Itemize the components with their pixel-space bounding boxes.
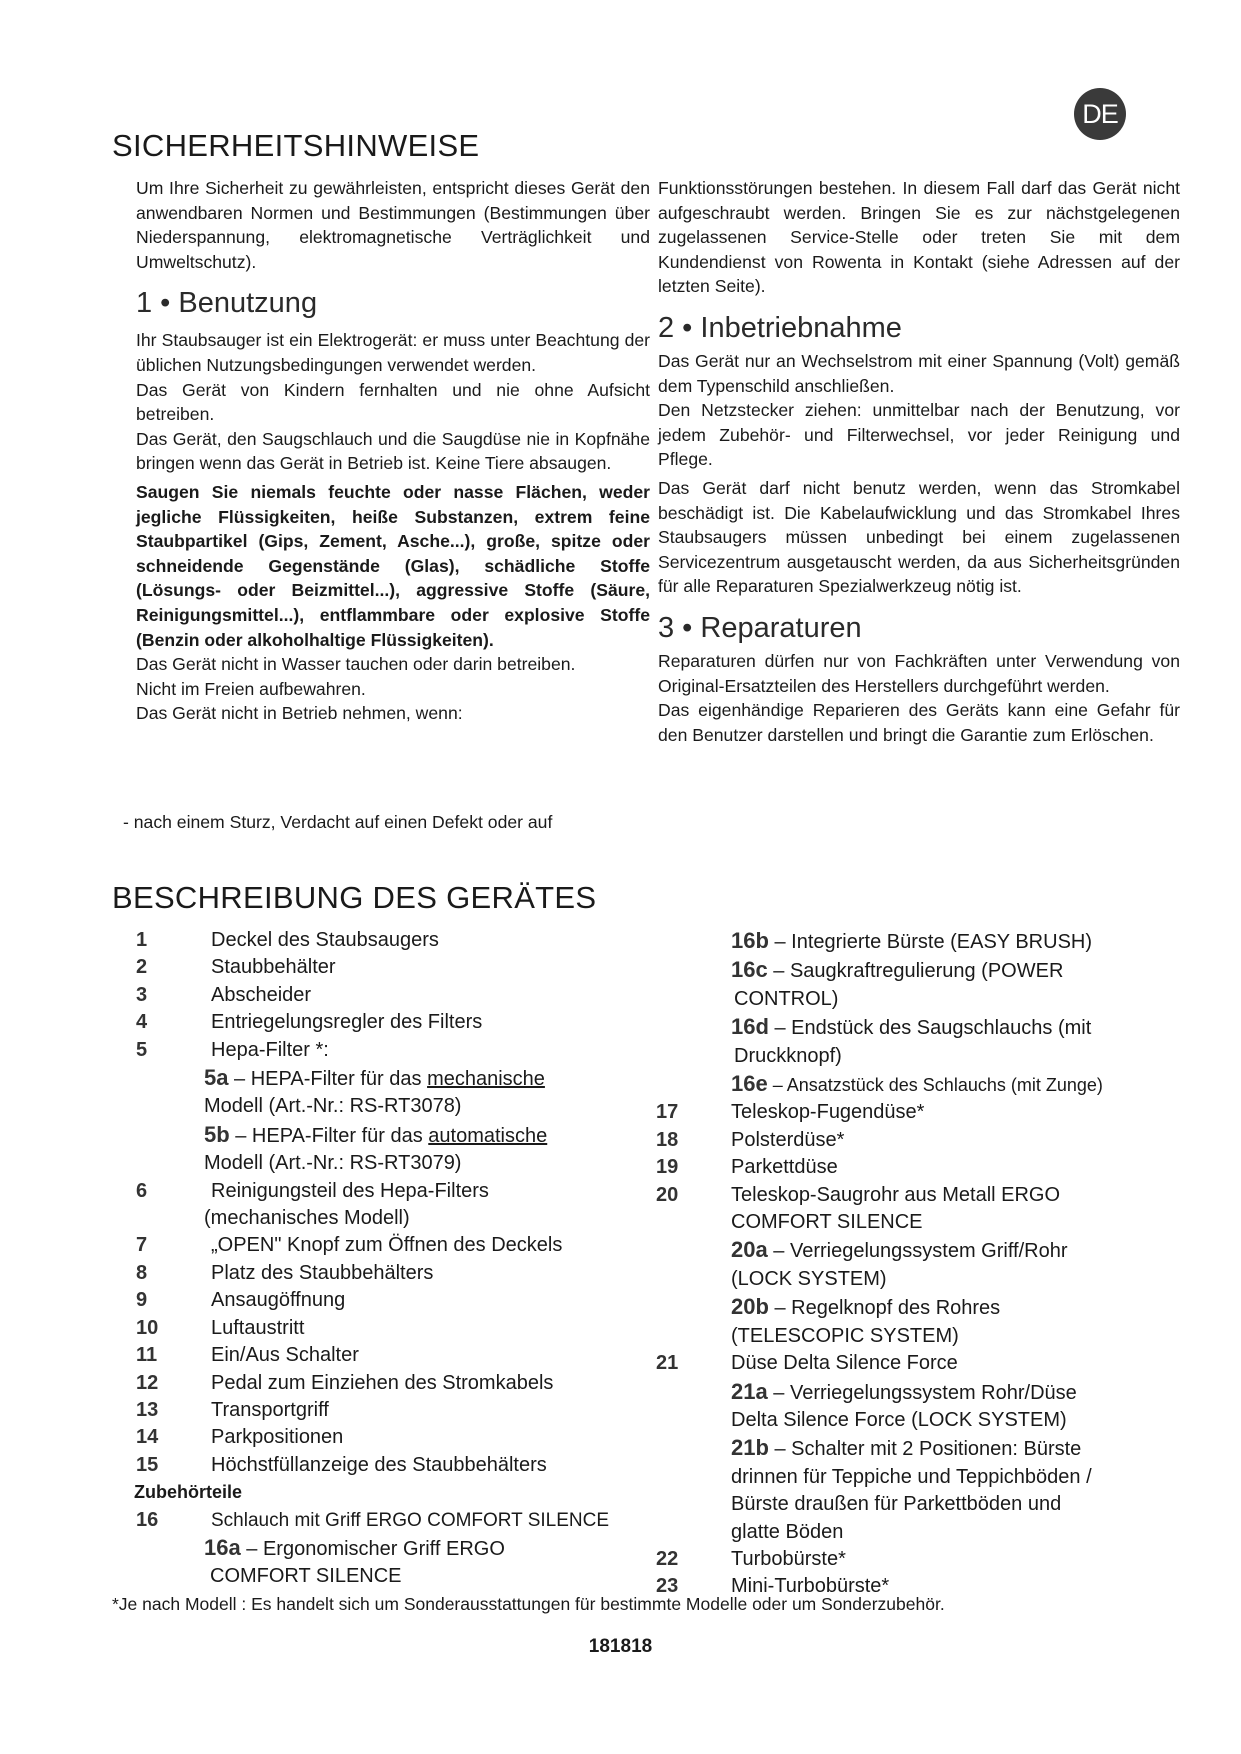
- item-number: 13: [136, 1398, 159, 1421]
- item-number: 16c: [731, 957, 768, 983]
- list-item: [656, 1154, 1196, 1181]
- item-label: – Integrierte Bürste (EASY BRUSH): [768, 931, 1093, 953]
- usage-paragraph: Das Gerät, den Saugschlauch und die Saugdüse nie in Kopfnähe bringen wenn das Gerät in Betrieb ist. Keine Tiere absaugen.: [136, 428, 650, 474]
- list-item: [656, 1350, 1196, 1377]
- item-label-line2: drinnen für Teppiche und Teppichböden /: [731, 1465, 1092, 1488]
- item-number: 16b: [731, 928, 769, 953]
- item-label: Parkpositionen: [211, 1426, 344, 1449]
- safety-right-column: [658, 176, 1180, 747]
- usage-warning: Saugen Sie niemals feuchte oder nasse Flächen, weder jegliche Flüssigkeiten, heiße Substanzen, extrem feine Staubpartikel (Gips, Zement, Asche...), große, spitze oder schneidende Gegenstände (Glas), schädliche Stoffe (Lösungs- oder Beizmittel...), aggressive Stoffe (Säure, Reinigungsmittel...), entflammbare oder explosive Stoffe (Benzin oder alkoholhaltige Flüssigkeiten).: [136, 481, 650, 650]
- item-label: Pedal zum Einziehen des Stromkabels: [211, 1371, 554, 1394]
- item-number: [656, 1070, 731, 1099]
- item-label: – Verriegelungssystem Griff/Rohr: [767, 1240, 1068, 1263]
- list-item: [656, 1236, 1196, 1265]
- item-label: – HEPA-Filter für das: [229, 1124, 429, 1147]
- list-item: [134, 1424, 674, 1451]
- usage-paragraph: Das Gerät nicht in Betrieb nehmen, wenn:: [136, 703, 463, 724]
- item-label: Schlauch mit Griff ERGO COMFORT SILENCE: [211, 1509, 610, 1531]
- item-number: 23: [656, 1575, 679, 1598]
- item-number: 10: [136, 1316, 159, 1339]
- item-label: Luftaustritt: [211, 1316, 305, 1339]
- item-label-line2: Modell (Art.-Nr.: RS-RT3079): [204, 1152, 462, 1175]
- usage-paragraph: Ihr Staubsauger ist ein Elektrogerät: er muss unter Beachtung der üblichen Nutzungsbedingungen verwendet werden.: [136, 330, 650, 375]
- item-number: 5: [136, 1038, 148, 1061]
- item-label: Abscheider: [211, 983, 312, 1006]
- item-number: 16a: [204, 1534, 241, 1560]
- item-number: 15: [136, 1453, 159, 1476]
- list-item: [656, 1378, 1196, 1407]
- usage-paragraph: Das Gerät von Kindern fernhalten und nie ohne Aufsicht betreiben.: [136, 379, 650, 425]
- commissioning-paragraph: Das Gerät nur an Wechselstrom mit einer Spannung (Volt) gemäß dem Typenschild anschließen.: [658, 350, 1180, 396]
- item-label: – Saugkraftregulierung (POWER: [767, 960, 1064, 983]
- item-number: 21b: [731, 1435, 769, 1461]
- item-label-line2: (LOCK SYSTEM): [731, 1267, 887, 1290]
- item-label: Teleskop-Saugrohr aus Metall ERGO: [731, 1183, 1061, 1206]
- list-item: [134, 1315, 674, 1342]
- item-label: Düse Delta Silence Force: [731, 1352, 958, 1375]
- parts-list-left: [134, 927, 674, 1591]
- list-item: [134, 927, 674, 954]
- list-item: [134, 982, 674, 1009]
- item-label: Mini-Turbobürste*: [731, 1575, 890, 1598]
- item-number: 9: [136, 1289, 148, 1312]
- list-item: [134, 954, 674, 981]
- item-number: 12: [136, 1371, 159, 1394]
- item-number: 5a: [204, 1065, 229, 1091]
- safety-left-column: [136, 176, 650, 726]
- item-number: 1: [136, 929, 148, 951]
- item-number: 20: [656, 1183, 679, 1206]
- item-number: 5b: [204, 1121, 230, 1147]
- page-number: 181818: [588, 1636, 653, 1657]
- footnote: *Je nach Modell : Es handelt sich um Sonderausstattungen für bestimmte Modelle oder um Sonderzubehör.: [112, 1594, 945, 1614]
- item-label: – Ergonomischer Griff ERGO: [240, 1537, 505, 1560]
- item-number: [656, 956, 731, 985]
- usage-paragraph: Das Gerät nicht in Wasser tauchen oder darin betreiben.: [136, 654, 576, 675]
- commissioning-heading: 2 • Inbetriebnahme: [658, 311, 902, 344]
- item-number: 19: [656, 1156, 679, 1179]
- list-item: [134, 1507, 674, 1534]
- right-intro: Funktionsstörungen bestehen. In diesem Fall darf das Gerät nicht aufgeschraubt werden. Bringen Sie es zur nächstgelegenen zugelassenen Service-Stelle oder treten Sie mit dem Kundendienst von Rowenta in Kontakt (siehe Adressen auf der letzten Seite).: [658, 178, 1180, 297]
- list-item: [134, 1009, 674, 1036]
- list-item: [656, 1013, 1196, 1042]
- list-item: [134, 1232, 674, 1259]
- list-item: [134, 1037, 674, 1064]
- item-number: 3: [136, 983, 148, 1006]
- item-number: 14: [136, 1426, 159, 1449]
- list-item: [134, 1121, 674, 1150]
- repairs-paragraph: Das eigenhändige Reparieren des Geräts kann eine Gefahr für den Benutzer darstellen und bringt die Garantie zum Erlöschen.: [658, 700, 1180, 745]
- list-item: [656, 927, 1196, 956]
- item-label: – Verriegelungssystem Rohr/Düse: [767, 1381, 1077, 1404]
- usage-last-line: - nach einem Sturz, Verdacht auf einen Defekt oder auf: [123, 812, 553, 832]
- item-label: – HEPA-Filter für das: [228, 1068, 428, 1091]
- item-label: – Ansatzstück des Schlauchs (mit Zunge): [767, 1075, 1103, 1096]
- list-item: [656, 956, 1196, 985]
- list-item: [134, 1370, 674, 1397]
- item-label-line2: (mechanisches Modell): [204, 1207, 410, 1230]
- item-number: 11: [136, 1344, 158, 1367]
- list-item: [656, 1099, 1196, 1126]
- accessories-heading: Zubehörteile: [134, 1482, 243, 1503]
- item-number: 16: [136, 1508, 159, 1531]
- item-number: [656, 1293, 731, 1322]
- item-label: Parkettdüse: [731, 1156, 838, 1179]
- list-item: [656, 1434, 1196, 1463]
- repairs-paragraph: Reparaturen dürfen nur von Fachkräften unter Verwendung von Original-Ersatzteilen des Herstellers durchgeführt werden.: [658, 650, 1180, 696]
- item-number: 21a: [731, 1378, 768, 1404]
- item-label: Turbobürste*: [731, 1547, 846, 1570]
- item-label: mechanische: [427, 1068, 545, 1091]
- item-label-line3: Bürste draußen für Parkettböden und: [731, 1493, 1062, 1516]
- list-item: [134, 1534, 674, 1563]
- item-label-line2: Modell (Art.-Nr.: RS-RT3078): [204, 1095, 462, 1118]
- item-number: [656, 1378, 731, 1407]
- item-label: Platz des Staubbehälters: [211, 1261, 434, 1284]
- item-number: 4: [136, 1011, 148, 1034]
- item-label: Teleskop-Fugendüse*: [731, 1101, 925, 1124]
- item-label-line4: glatte Böden: [731, 1520, 844, 1543]
- list-item: [656, 1293, 1196, 1322]
- list-item: [656, 1182, 1196, 1209]
- item-label: Höchstfüllanzeige des Staubbehälters: [211, 1453, 547, 1476]
- section-title-description: BESCHREIBUNG DES GERÄTES: [112, 880, 597, 915]
- list-item: [134, 1452, 674, 1479]
- item-label: „OPEN" Knopf zum Öffnen des Deckels: [211, 1234, 563, 1257]
- language-badge: DE: [1074, 88, 1126, 140]
- item-number: [656, 1236, 731, 1265]
- item-label: Reinigungsteil des Hepa-Filters: [211, 1179, 489, 1202]
- item-number: 16d: [731, 1014, 769, 1040]
- repairs-heading: 3 • Reparaturen: [658, 611, 862, 644]
- item-label: Transportgriff: [211, 1398, 329, 1421]
- list-item: [656, 1070, 1196, 1099]
- list-item: [656, 1127, 1196, 1154]
- item-label-line2: (TELESCOPIC SYSTEM): [731, 1324, 959, 1347]
- list-item: [134, 1260, 674, 1287]
- item-label: – Regelknopf des Rohres: [768, 1297, 1001, 1320]
- item-label: Entriegelungsregler des Filters: [211, 1011, 483, 1034]
- item-number: 8: [136, 1261, 148, 1284]
- item-number: 17: [656, 1101, 679, 1124]
- parts-list-right: [656, 927, 1196, 1601]
- item-label: Polsterdüse*: [731, 1128, 845, 1151]
- item-number: [656, 927, 731, 956]
- item-number: 6: [136, 1179, 148, 1202]
- safety-intro: Um Ihre Sicherheit zu gewährleisten, entspricht dieses Gerät den anwendbaren Normen und Bestimmungen (Bestimmungen über Niederspannung, elektromagnetische Verträglichkeit und Umweltschutz).: [136, 178, 650, 272]
- list-item: [656, 1546, 1196, 1573]
- item-label-line2: CONTROL): [734, 987, 839, 1010]
- item-label-line2: COMFORT SILENCE: [731, 1211, 923, 1234]
- list-item: [134, 1342, 674, 1369]
- section-title-safety: SICHERHEITSHINWEISE: [112, 128, 480, 163]
- item-number: 22: [656, 1547, 679, 1570]
- list-item: [134, 1397, 674, 1424]
- item-number: [656, 1013, 731, 1042]
- item-label: Hepa-Filter *:: [211, 1038, 329, 1061]
- item-label: Ein/Aus Schalter: [211, 1344, 359, 1367]
- item-number: 2: [136, 956, 148, 979]
- item-label: – Endstück des Saugschlauchs (mit: [768, 1017, 1092, 1040]
- item-label: Staubbehälter: [211, 956, 336, 979]
- commissioning-paragraph: Das Gerät darf nicht benutz werden, wenn das Stromkabel beschädigt ist. Die Kabelaufwicklung und das Stromkabel Ihres Staubsaugers müssen unbedingt bei einem zugelassenen Servicezentrum ausgetauscht werden, da aus Sicherheitsgründen für alle Reparaturen Spezialwerkzeug nötig ist.: [658, 477, 1180, 597]
- usage-heading: 1 • Benutzung: [136, 287, 318, 320]
- list-item: [134, 1064, 674, 1093]
- item-number: 20b: [731, 1294, 769, 1320]
- item-label-line2: Druckknopf): [734, 1044, 842, 1067]
- item-label: automatische: [428, 1124, 548, 1147]
- item-number: 7: [136, 1234, 148, 1257]
- item-number: 18: [656, 1128, 679, 1151]
- item-label: Ansaugöffnung: [211, 1289, 346, 1312]
- item-number: 21: [656, 1352, 679, 1375]
- item-number: 20a: [731, 1237, 768, 1263]
- item-label-line2: Delta Silence Force (LOCK SYSTEM): [731, 1408, 1067, 1431]
- usage-paragraph: Nicht im Freien aufbewahren.: [136, 678, 366, 699]
- list-item: [134, 1178, 674, 1205]
- item-label: Deckel des Staubsaugers: [211, 929, 439, 951]
- commissioning-paragraph: Den Netzstecker ziehen: unmittelbar nach der Benutzung, vor jedem Zubehör- und Filterwechsel, vor jeder Reinigung und Pflege.: [658, 400, 1180, 470]
- list-item: [134, 1287, 674, 1314]
- item-label: – Schalter mit 2 Positionen: Bürste: [768, 1438, 1082, 1461]
- item-number: 16e: [731, 1071, 768, 1097]
- item-number: [656, 1434, 731, 1463]
- item-label-line2: COMFORT SILENCE: [210, 1565, 402, 1588]
